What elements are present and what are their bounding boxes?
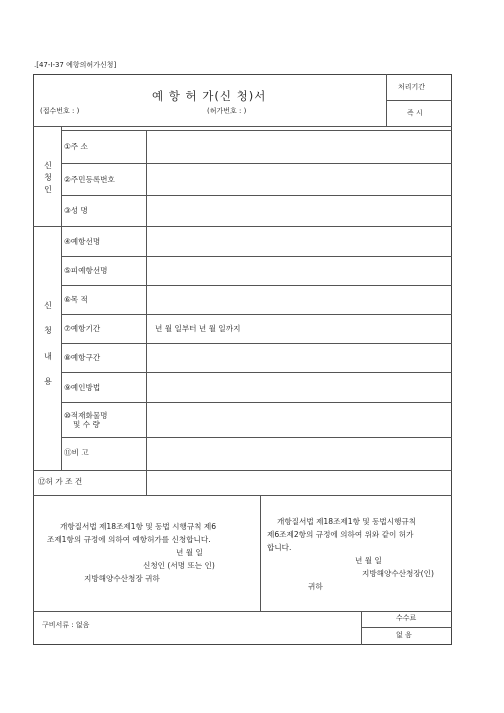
towed-ship-name-label: ⑤피예항선명 <box>64 266 108 275</box>
processing-period-value: 즉 시 <box>407 109 423 117</box>
permit-statement-line-1: 개항질서법 제18조제1항 및 동법시행규칙 <box>277 517 417 526</box>
form-title: 예 항 허 가(신 청)서 <box>152 89 267 103</box>
applicant-label-divider <box>61 126 62 226</box>
tug-ship-name-field[interactable] <box>147 227 451 255</box>
content-section-char-2: 청 <box>44 326 52 335</box>
application-date: 년 월 일 <box>176 548 203 557</box>
conditions-bottom-line <box>33 495 452 496</box>
processing-period-label: 처리기간 <box>398 83 426 91</box>
fee-label: 수수료 <box>396 614 417 622</box>
permit-conditions-label: ⑫허 가 조 건 <box>38 477 83 486</box>
towing-section-field[interactable] <box>147 344 451 371</box>
address-field[interactable] <box>147 131 451 162</box>
content-section-char-4: 용 <box>44 377 52 386</box>
cargo-quantity-label: 및 수 량 <box>73 420 100 429</box>
statement-divider <box>260 495 261 611</box>
footer-divider <box>361 611 362 645</box>
permit-recipient: 귀하 <box>308 582 323 591</box>
fee-divider <box>361 627 452 628</box>
content-label-divider <box>61 226 62 470</box>
permit-issuer: 지방해양수산청장(인) <box>362 569 434 578</box>
towing-period-label: ⑦예항기간 <box>64 324 101 333</box>
permit-date: 년 월 일 <box>355 556 382 565</box>
receipt-number: (접수번호 : ) <box>40 107 80 115</box>
permit-statement-line-3: 합니다. <box>267 543 292 552</box>
content-section-char-3: 내 <box>44 352 52 361</box>
towing-section-label: ⑧예항구간 <box>64 353 101 362</box>
towing-period-value: 년 월 일부터 년 월 일까지 <box>155 324 241 333</box>
applicant-section-char-1: 신 <box>44 161 52 170</box>
application-recipient: 지방해양수산청장 귀하 <box>84 574 160 583</box>
name-field[interactable] <box>147 196 451 225</box>
application-statement-line-1: 개항질서법 제18조제1항 및 동법 시행규칙 제6 <box>60 522 217 531</box>
towing-method-label: ⑨예인방법 <box>64 383 101 392</box>
address-label: ①주 소 <box>64 142 88 151</box>
resident-number-label: ②주민등록번호 <box>64 175 115 184</box>
applicant-signature: 신청인 (서명 또는 인) <box>143 561 215 570</box>
content-section-char-1: 신 <box>44 301 52 310</box>
header-bottom-line <box>33 126 452 127</box>
permit-number: (허가번호 : ) <box>207 107 247 115</box>
fee-value: 없 음 <box>396 631 412 639</box>
remarks-field[interactable] <box>147 438 451 469</box>
resident-number-field[interactable] <box>147 164 451 194</box>
towed-ship-name-field[interactable] <box>147 257 451 284</box>
towing-method-field[interactable] <box>147 373 451 401</box>
cargo-name-label: ⑩적재화물명 <box>64 411 108 420</box>
tug-ship-name-label: ④예항선명 <box>64 237 101 246</box>
application-statement-line-2: 조제1항의 규정에 의하여 예항허가를 신청합니다. <box>47 535 211 544</box>
processing-divider <box>386 100 452 101</box>
content-bottom-line <box>33 470 452 471</box>
purpose-label: ⑥목 적 <box>64 295 88 304</box>
conditions-divider <box>146 470 147 495</box>
attachments-label: 구비서류 : 없음 <box>42 621 90 629</box>
permit-statement-line-2: 제6조제2항의 규정에 의하여 위와 같이 허가 <box>267 530 414 539</box>
name-label: ③성 명 <box>64 206 88 215</box>
applicant-section-char-2: 청 <box>44 173 52 182</box>
purpose-field[interactable] <box>147 286 451 313</box>
remarks-label: ⑪비 고 <box>64 448 89 457</box>
content-row-line-3 <box>61 314 452 315</box>
form-code: .[47-I-37 예항의허가신청] <box>34 61 117 69</box>
applicant-section-char-3: 인 <box>44 185 52 194</box>
cargo-field[interactable] <box>147 403 451 436</box>
footer-top-line <box>33 611 452 612</box>
